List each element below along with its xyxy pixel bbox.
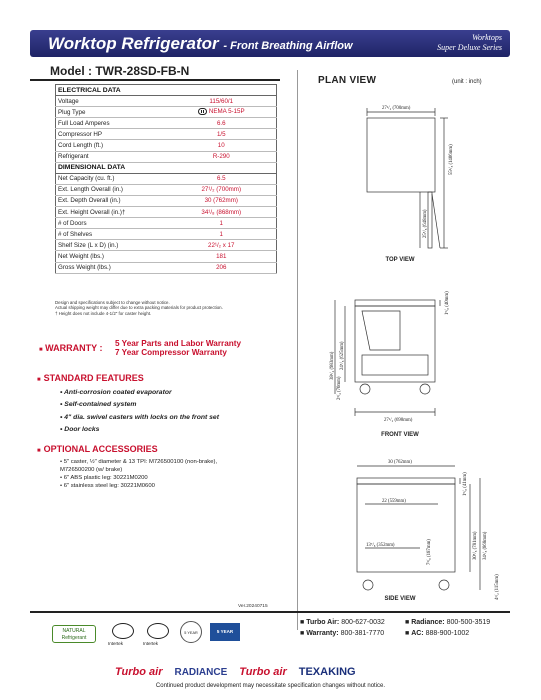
front-caster-label: 2³/₄ (70mm) (337, 376, 342, 400)
page-title (48, 34, 353, 54)
table-row (56, 240, 277, 251)
top-view-drawing (367, 108, 448, 248)
spec-value: 34¹/₈ (868mm) (167, 207, 277, 218)
caster-icon (420, 384, 430, 394)
spec-value: 22¹/₂ x 17 (167, 240, 277, 251)
contact-warranty: ■ Warranty: 800-381-7770 (300, 630, 385, 637)
plug-icon (198, 108, 207, 115)
side-body (357, 484, 455, 572)
spec-label: Ext. Length Overall (in.) (56, 184, 167, 195)
warranty-line-1: 5 Year Parts and Labor Warranty (115, 339, 242, 348)
side-depth-label: 30 (762mm) (388, 460, 412, 465)
model-number: Model : TWR-28SD-FB-N (50, 64, 190, 78)
table-row (56, 140, 277, 151)
warranty-bullet: ■ (39, 347, 43, 353)
list-item: • Door locks (60, 424, 219, 436)
column-divider (297, 70, 298, 630)
version-label: Ver.20240715 (238, 604, 268, 609)
table-row (56, 107, 277, 118)
contact-label: Radiance: (411, 619, 445, 626)
caster-icon (360, 384, 370, 394)
spec-label: Voltage (56, 96, 167, 107)
texaking-logo: TEXAKING (298, 666, 356, 678)
contact-value: 800-500-3519 (446, 619, 491, 626)
spec-label: Net Capacity (cu. ft.) (56, 173, 167, 184)
intertek-text-2: Intertek (143, 641, 159, 646)
spec-label: Full Load Amperes (56, 118, 167, 129)
contact-label: AC: (411, 630, 424, 637)
spec-value: 27¹/₂ (700mm) (167, 184, 277, 195)
top-view-door (428, 192, 432, 248)
spec-label: Shelf Size (L x D) (in.) (56, 240, 167, 251)
spec-value: 1 (167, 229, 277, 240)
spec-value: 1 (167, 218, 277, 229)
warranty-badge-icon: 5 YEAR (210, 623, 240, 641)
caster-icon (439, 580, 449, 590)
features-title-text: STANDARD FEATURES (43, 373, 144, 383)
table-row (56, 218, 277, 229)
contact-radiance: ■ Radiance: 800-500-3519 (405, 619, 491, 626)
spec-label: Ext. Depth Overall (in.) (56, 195, 167, 206)
contact-label: Turbo Air: (306, 619, 340, 626)
footnote-1: Design and specifications subject to change without notice. (55, 300, 170, 305)
contact-list (300, 617, 510, 639)
spec-section-header (56, 162, 277, 173)
list-item: • 5" caster, ½" diameter & 13 TPI: M726500100 (non-brake), M726500200 (w/ brake) (60, 458, 230, 474)
footer-divider (30, 611, 510, 613)
list-item: • 4" dia. swivel casters with locks on the front set (60, 412, 219, 424)
refrigerant-text: Refrigerant (61, 635, 87, 641)
table-row (56, 129, 277, 140)
spec-section-header (56, 85, 277, 96)
door-swing (432, 194, 440, 248)
side-shelf-h-label: 7³/₈ (187mm) (427, 539, 432, 565)
front-width-label: 27¹/₂ (698mm) (384, 418, 413, 423)
front-height-label: 38¹/₄ (983mm) (330, 351, 335, 380)
title-text: Worktop Refrigerator (48, 34, 219, 53)
contact-value: 888-900-1002 (425, 630, 470, 637)
contact-ac: ■ AC: 888-900-1002 (405, 630, 470, 637)
side-top (357, 478, 455, 484)
accessories-title-text: OPTIONAL ACCESSORIES (43, 444, 158, 454)
side-view-drawing (357, 466, 480, 590)
spec-label: # of Doors (56, 218, 167, 229)
table-row (56, 173, 277, 184)
table-row (56, 229, 277, 240)
series-label (437, 33, 502, 53)
certification-logos (52, 617, 292, 657)
side-top-label: 1⁵/₈ (41mm) (463, 472, 468, 496)
contact-row (300, 628, 510, 639)
list-item: • 6" stainless steel leg: 30221M0600 (60, 482, 230, 490)
warranty-lines (115, 339, 241, 357)
features-bullet: ■ (37, 377, 41, 383)
radiance-logo: RADIANCE (174, 666, 228, 678)
spec-value (167, 107, 277, 118)
front-body (355, 306, 435, 382)
top-view-caption: TOP VIEW (385, 257, 415, 263)
accessories-bullet: ■ (37, 448, 41, 454)
warranty-line-2: 7 Year Compressor Warranty (115, 348, 227, 357)
spec-label: Gross Weight (lbs.) (56, 262, 167, 273)
subtitle-text: - Front Breathing Airflow (223, 40, 353, 52)
table-row (56, 251, 277, 262)
contact-value: 800-381-7770 (340, 630, 385, 637)
front-top-label: 1⁵/₈ (40mm) (445, 291, 450, 315)
front-grille (362, 355, 428, 375)
table-row (56, 151, 277, 162)
spec-value: 181 (167, 251, 277, 262)
contact-turbo-air: ■ Turbo Air: 800-627-0032 (300, 619, 385, 626)
spec-value: 6.6 (167, 118, 277, 129)
front-view-caption: FRONT VIEW (381, 432, 419, 438)
turbo-air-logo: Turbo air (115, 666, 163, 678)
spec-label: Refrigerant (56, 151, 167, 162)
spec-label: # of Shelves (56, 229, 167, 240)
plug-type-text: NEMA 5-15P (208, 107, 245, 115)
brand-logos (115, 664, 455, 680)
front-top (355, 300, 435, 306)
accessories-title (37, 444, 158, 454)
contact-label: Warranty: (306, 630, 339, 637)
table-row (56, 96, 277, 107)
spec-value: 10 (167, 140, 277, 151)
side-height-label: 34¹/₈ (868mm) (483, 531, 488, 560)
turbo-air-logo-2: Turbo air (239, 666, 287, 678)
footnote-3: † Height does not include 4-1/2" for caster height. (55, 310, 152, 316)
list-item: • 6" ABS plastic leg: 30221M0200 (60, 474, 230, 482)
model-divider (30, 79, 280, 81)
spec-table (55, 84, 277, 274)
front-door-window (362, 311, 400, 350)
intertek-text-1: Intertek (108, 641, 124, 646)
spec-label: Compressor HP (56, 129, 167, 140)
table-row (56, 184, 277, 195)
unit-label: (unit : inch) (452, 79, 482, 85)
warranty-label (39, 343, 102, 353)
top-depth-label: 55³/₈ (1406mm) (449, 144, 454, 175)
spec-value: 1/5 (167, 129, 277, 140)
features-title (37, 373, 144, 383)
spec-value: 6.5 (167, 173, 277, 184)
header-banner (30, 30, 510, 57)
front-inner-label: 24⁵/₈ (625mm) (340, 341, 345, 370)
etl-logo-icon (112, 623, 134, 639)
list-item: • Anti-corrosion coated evaporator (60, 387, 219, 399)
footnotes (55, 300, 285, 316)
section-title: DIMENSIONAL DATA (56, 162, 277, 173)
side-view-caption: SIDE VIEW (384, 596, 416, 602)
top-width-label: 27¹/₂ (700mm) (382, 106, 411, 111)
table-row (56, 195, 277, 206)
series-line-2: Super Deluxe Series (437, 43, 502, 52)
natural-refrigerant-badge (52, 625, 96, 643)
contact-row (300, 617, 510, 628)
warranty-label-text: WARRANTY : (45, 343, 103, 353)
disclaimer: Continued product development may necessitate specification changes without notice. (155, 683, 386, 689)
side-mid-label: 30⁵/₈ (781mm) (473, 531, 478, 560)
features-list (60, 387, 219, 436)
side-inner-label: 22 (559mm) (382, 499, 406, 504)
spec-label: Ext. Height Overall (in.)† (56, 207, 167, 218)
compressor-warranty-seal-icon: 5 YEAR (180, 621, 202, 643)
spec-value: 115/60/1 (167, 96, 277, 107)
spec-value: R-290 (167, 151, 277, 162)
spec-label: Plug Type (56, 107, 167, 118)
footnote-2: Actual shipping weight may differ due to extra packing materials for product protection. (55, 305, 223, 311)
natural-text: NATURAL (62, 628, 86, 634)
series-line-1: Worktops (472, 33, 502, 42)
top-view-body (367, 118, 435, 192)
spec-value: 206 (167, 262, 277, 273)
table-row (56, 207, 277, 218)
spec-label: Net Weight (lbs.) (56, 251, 167, 262)
plan-view-title: PLAN VIEW (318, 75, 377, 86)
side-caster-label: 4¹/₂ (115mm) (495, 574, 500, 600)
table-row (56, 262, 277, 273)
top-door-depth-label: 25⁵/₈ (648mm) (423, 209, 428, 238)
etl-sanitation-logo-icon (147, 623, 169, 639)
list-item: • Self-contained system (60, 399, 219, 411)
contact-value: 800-627-0032 (341, 619, 385, 626)
section-title: ELECTRICAL DATA (56, 85, 277, 96)
table-row (56, 118, 277, 129)
front-view-drawing (335, 300, 440, 416)
accessories-list (60, 458, 230, 490)
spec-label: Cord Length (ft.) (56, 140, 167, 151)
caster-icon (363, 580, 373, 590)
side-shelf-label: 13⁷/₈ (352mm) (366, 543, 395, 548)
spec-value: 30 (762mm) (167, 195, 277, 206)
